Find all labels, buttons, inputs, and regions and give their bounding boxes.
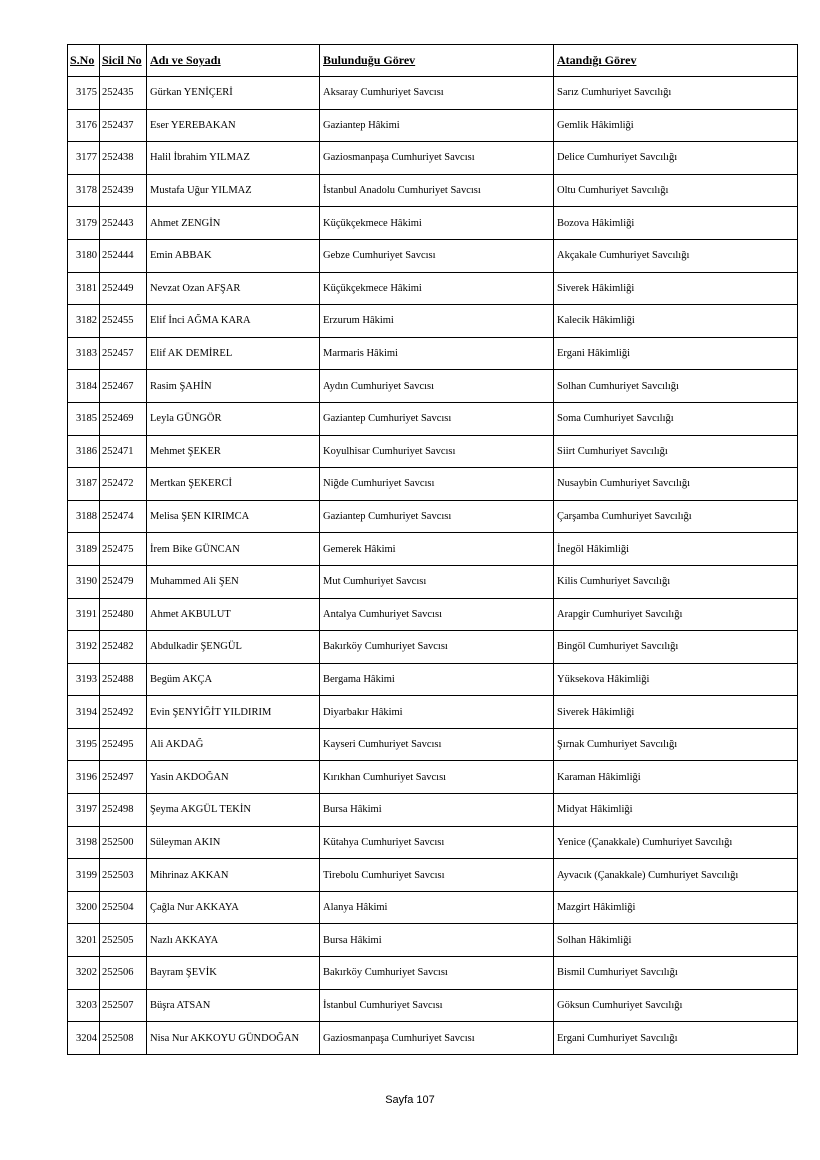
table-header-row — [68, 45, 798, 77]
table-row — [68, 826, 798, 859]
table-row — [68, 305, 798, 338]
cell-name: Büşra ATSAN — [147, 989, 320, 1022]
cell-sicil-no: 252488 — [100, 663, 147, 696]
cell-sno: 3178 — [68, 174, 100, 207]
cell-sicil-no: 252497 — [100, 761, 147, 794]
table-row — [68, 272, 798, 305]
table-row — [68, 1022, 798, 1055]
cell-sno: 3179 — [68, 207, 100, 240]
cell-name: Leyla GÜNGÖR — [147, 402, 320, 435]
cell-sno: 3196 — [68, 761, 100, 794]
cell-name: Muhammed Ali ŞEN — [147, 565, 320, 598]
cell-sno: 3202 — [68, 957, 100, 990]
cell-assigned-post: Delice Cumhuriyet Savcılığı — [554, 142, 798, 175]
cell-sicil-no: 252503 — [100, 859, 147, 892]
table-row — [68, 533, 798, 566]
cell-sno: 3199 — [68, 859, 100, 892]
table-row — [68, 794, 798, 827]
cell-assigned-post: Solhan Cumhuriyet Savcılığı — [554, 370, 798, 403]
cell-name: Halil İbrahim YILMAZ — [147, 142, 320, 175]
cell-assigned-post: Kilis Cumhuriyet Savcılığı — [554, 565, 798, 598]
cell-sicil-no: 252469 — [100, 402, 147, 435]
cell-sno: 3175 — [68, 77, 100, 110]
cell-sno: 3186 — [68, 435, 100, 468]
cell-current-post: Küçükçekmece Hâkimi — [320, 207, 554, 240]
cell-sicil-no: 252443 — [100, 207, 147, 240]
cell-sicil-no: 252505 — [100, 924, 147, 957]
cell-sicil-no: 252495 — [100, 728, 147, 761]
cell-current-post: Niğde Cumhuriyet Savcısı — [320, 468, 554, 501]
table-row — [68, 891, 798, 924]
cell-sno: 3200 — [68, 891, 100, 924]
cell-assigned-post: İnegöl Hâkimliği — [554, 533, 798, 566]
cell-name: Nevzat Ozan AFŞAR — [147, 272, 320, 305]
cell-name: Emin ABBAK — [147, 239, 320, 272]
cell-current-post: Marmaris Hâkimi — [320, 337, 554, 370]
cell-current-post: Gebze Cumhuriyet Savcısı — [320, 239, 554, 272]
cell-name: Çağla Nur AKKAYA — [147, 891, 320, 924]
cell-sno: 3197 — [68, 794, 100, 827]
cell-name: Abdulkadir ŞENGÜL — [147, 631, 320, 664]
cell-sno: 3198 — [68, 826, 100, 859]
cell-assigned-post: Ergani Cumhuriyet Savcılığı — [554, 1022, 798, 1055]
table-row — [68, 696, 798, 729]
cell-name: Gürkan YENİÇERİ — [147, 77, 320, 110]
cell-sno: 3190 — [68, 565, 100, 598]
cell-assigned-post: Bingöl Cumhuriyet Savcılığı — [554, 631, 798, 664]
cell-assigned-post: Bozova Hâkimliği — [554, 207, 798, 240]
cell-assigned-post: Siverek Hâkimliği — [554, 272, 798, 305]
cell-sno: 3204 — [68, 1022, 100, 1055]
cell-current-post: Erzurum Hâkimi — [320, 305, 554, 338]
cell-name: Ahmet AKBULUT — [147, 598, 320, 631]
cell-current-post: Diyarbakır Hâkimi — [320, 696, 554, 729]
cell-current-post: Kırıkhan Cumhuriyet Savcısı — [320, 761, 554, 794]
cell-sicil-no: 252439 — [100, 174, 147, 207]
cell-name: Yasin AKDOĞAN — [147, 761, 320, 794]
cell-sicil-no: 252474 — [100, 500, 147, 533]
cell-assigned-post: Kalecik Hâkimliği — [554, 305, 798, 338]
cell-current-post: Gaziantep Cumhuriyet Savcısı — [320, 402, 554, 435]
cell-assigned-post: Mazgirt Hâkimliği — [554, 891, 798, 924]
cell-name: Rasim ŞAHİN — [147, 370, 320, 403]
table-row — [68, 207, 798, 240]
cell-sicil-no: 252480 — [100, 598, 147, 631]
cell-sno: 3176 — [68, 109, 100, 142]
cell-current-post: Tirebolu Cumhuriyet Savcısı — [320, 859, 554, 892]
header-name: Adı ve Soyadı — [147, 45, 320, 77]
cell-sicil-no: 252500 — [100, 826, 147, 859]
cell-assigned-post: Nusaybin Cumhuriyet Savcılığı — [554, 468, 798, 501]
cell-assigned-post: Akçakale Cumhuriyet Savcılığı — [554, 239, 798, 272]
cell-current-post: İstanbul Anadolu Cumhuriyet Savcısı — [320, 174, 554, 207]
cell-sno: 3195 — [68, 728, 100, 761]
cell-name: Mihrinaz AKKAN — [147, 859, 320, 892]
cell-assigned-post: Şırnak Cumhuriyet Savcılığı — [554, 728, 798, 761]
cell-sno: 3181 — [68, 272, 100, 305]
cell-assigned-post: Siirt Cumhuriyet Savcılığı — [554, 435, 798, 468]
cell-sicil-no: 252479 — [100, 565, 147, 598]
cell-current-post: Kayseri Cumhuriyet Savcısı — [320, 728, 554, 761]
cell-current-post: Antalya Cumhuriyet Savcısı — [320, 598, 554, 631]
cell-sno: 3193 — [68, 663, 100, 696]
cell-current-post: Kütahya Cumhuriyet Savcısı — [320, 826, 554, 859]
cell-name: Süleyman AKIN — [147, 826, 320, 859]
table-row — [68, 468, 798, 501]
cell-assigned-post: Siverek Hâkimliği — [554, 696, 798, 729]
table-row — [68, 663, 798, 696]
cell-assigned-post: Solhan Hâkimliği — [554, 924, 798, 957]
table-row — [68, 174, 798, 207]
cell-sno: 3185 — [68, 402, 100, 435]
cell-sno: 3192 — [68, 631, 100, 664]
header-sno: S.No — [68, 45, 100, 77]
cell-assigned-post: Gemlik Hâkimliği — [554, 109, 798, 142]
header-sicil-no: Sicil No — [100, 45, 147, 77]
cell-sno: 3184 — [68, 370, 100, 403]
cell-name: Mustafa Uğur YILMAZ — [147, 174, 320, 207]
cell-sicil-no: 252471 — [100, 435, 147, 468]
cell-name: Begüm AKÇA — [147, 663, 320, 696]
cell-assigned-post: Yüksekova Hâkimliği — [554, 663, 798, 696]
cell-sicil-no: 252498 — [100, 794, 147, 827]
cell-sno: 3187 — [68, 468, 100, 501]
cell-sno: 3189 — [68, 533, 100, 566]
cell-current-post: Küçükçekmece Hâkimi — [320, 272, 554, 305]
cell-name: Melisa ŞEN KIRIMCA — [147, 500, 320, 533]
cell-sno: 3180 — [68, 239, 100, 272]
cell-sicil-no: 252506 — [100, 957, 147, 990]
cell-sno: 3182 — [68, 305, 100, 338]
cell-current-post: İstanbul Cumhuriyet Savcısı — [320, 989, 554, 1022]
table-row — [68, 500, 798, 533]
cell-sicil-no: 252467 — [100, 370, 147, 403]
cell-current-post: Mut Cumhuriyet Savcısı — [320, 565, 554, 598]
cell-assigned-post: Arapgir Cumhuriyet Savcılığı — [554, 598, 798, 631]
table-row — [68, 370, 798, 403]
table-row — [68, 957, 798, 990]
table-row — [68, 761, 798, 794]
cell-sno: 3201 — [68, 924, 100, 957]
cell-sicil-no: 252507 — [100, 989, 147, 1022]
cell-sicil-no: 252449 — [100, 272, 147, 305]
cell-current-post: Gemerek Hâkimi — [320, 533, 554, 566]
table-row — [68, 109, 798, 142]
cell-assigned-post: Bismil Cumhuriyet Savcılığı — [554, 957, 798, 990]
cell-sno: 3194 — [68, 696, 100, 729]
cell-name: Elif İnci AĞMA KARA — [147, 305, 320, 338]
cell-assigned-post: Karaman Hâkimliği — [554, 761, 798, 794]
cell-sno: 3188 — [68, 500, 100, 533]
cell-sno: 3203 — [68, 989, 100, 1022]
cell-assigned-post: Çarşamba Cumhuriyet Savcılığı — [554, 500, 798, 533]
table-row — [68, 337, 798, 370]
cell-sicil-no: 252508 — [100, 1022, 147, 1055]
cell-assigned-post: Soma Cumhuriyet Savcılığı — [554, 402, 798, 435]
cell-sicil-no: 252455 — [100, 305, 147, 338]
cell-current-post: Bakırköy Cumhuriyet Savcısı — [320, 631, 554, 664]
cell-name: Elif AK DEMİREL — [147, 337, 320, 370]
cell-name: Ahmet ZENGİN — [147, 207, 320, 240]
header-current-post: Bulunduğu Görev — [320, 45, 554, 77]
cell-name: Nazlı AKKAYA — [147, 924, 320, 957]
cell-sno: 3177 — [68, 142, 100, 175]
table-row — [68, 402, 798, 435]
cell-current-post: Gaziantep Cumhuriyet Savcısı — [320, 500, 554, 533]
cell-current-post: Bakırköy Cumhuriyet Savcısı — [320, 957, 554, 990]
cell-name: İrem Bike GÜNCAN — [147, 533, 320, 566]
cell-name: Mertkan ŞEKERCİ — [147, 468, 320, 501]
cell-current-post: Aksaray Cumhuriyet Savcısı — [320, 77, 554, 110]
cell-sicil-no: 252444 — [100, 239, 147, 272]
table-row — [68, 598, 798, 631]
cell-current-post: Gaziosmanpaşa Cumhuriyet Savcısı — [320, 1022, 554, 1055]
cell-sno: 3183 — [68, 337, 100, 370]
cell-sicil-no: 252435 — [100, 77, 147, 110]
cell-sicil-no: 252475 — [100, 533, 147, 566]
cell-assigned-post: Sarız Cumhuriyet Savcılığı — [554, 77, 798, 110]
page-number: Sayfa 107 — [385, 1094, 435, 1106]
cell-current-post: Koyulhisar Cumhuriyet Savcısı — [320, 435, 554, 468]
header-assigned-post: Atandığı Görev — [554, 45, 798, 77]
table-row — [68, 924, 798, 957]
cell-name: Nisa Nur AKKOYU GÜNDOĞAN — [147, 1022, 320, 1055]
cell-sicil-no: 252457 — [100, 337, 147, 370]
cell-name: Mehmet ŞEKER — [147, 435, 320, 468]
table-row — [68, 989, 798, 1022]
cell-name: Bayram ŞEVİK — [147, 957, 320, 990]
cell-current-post: Gaziantep Hâkimi — [320, 109, 554, 142]
cell-assigned-post: Ayvacık (Çanakkale) Cumhuriyet Savcılığı — [554, 859, 798, 892]
cell-current-post: Gaziosmanpaşa Cumhuriyet Savcısı — [320, 142, 554, 175]
table-row — [68, 239, 798, 272]
cell-name: Şeyma AKGÜL TEKİN — [147, 794, 320, 827]
table-row — [68, 728, 798, 761]
cell-name: Evin ŞENYİĞİT YILDIRIM — [147, 696, 320, 729]
table-row — [68, 435, 798, 468]
table-row — [68, 77, 798, 110]
cell-assigned-post: Göksun Cumhuriyet Savcılığı — [554, 989, 798, 1022]
cell-current-post: Bursa Hâkimi — [320, 924, 554, 957]
cell-assigned-post: Ergani Hâkimliği — [554, 337, 798, 370]
table-row — [68, 631, 798, 664]
cell-sicil-no: 252437 — [100, 109, 147, 142]
cell-current-post: Aydın Cumhuriyet Savcısı — [320, 370, 554, 403]
cell-current-post: Bursa Hâkimi — [320, 794, 554, 827]
cell-sicil-no: 252472 — [100, 468, 147, 501]
cell-sicil-no: 252492 — [100, 696, 147, 729]
cell-assigned-post: Oltu Cumhuriyet Savcılığı — [554, 174, 798, 207]
cell-current-post: Alanya Hâkimi — [320, 891, 554, 924]
cell-current-post: Bergama Hâkimi — [320, 663, 554, 696]
cell-assigned-post: Yenice (Çanakkale) Cumhuriyet Savcılığı — [554, 826, 798, 859]
cell-sicil-no: 252482 — [100, 631, 147, 664]
table-row — [68, 565, 798, 598]
cell-sicil-no: 252504 — [100, 891, 147, 924]
cell-name: Ali AKDAĞ — [147, 728, 320, 761]
cell-assigned-post: Midyat Hâkimliği — [554, 794, 798, 827]
cell-name: Eser YEREBAKAN — [147, 109, 320, 142]
cell-sno: 3191 — [68, 598, 100, 631]
table-row — [68, 142, 798, 175]
table-row — [68, 859, 798, 892]
cell-sicil-no: 252438 — [100, 142, 147, 175]
appointments-table — [67, 44, 798, 1055]
